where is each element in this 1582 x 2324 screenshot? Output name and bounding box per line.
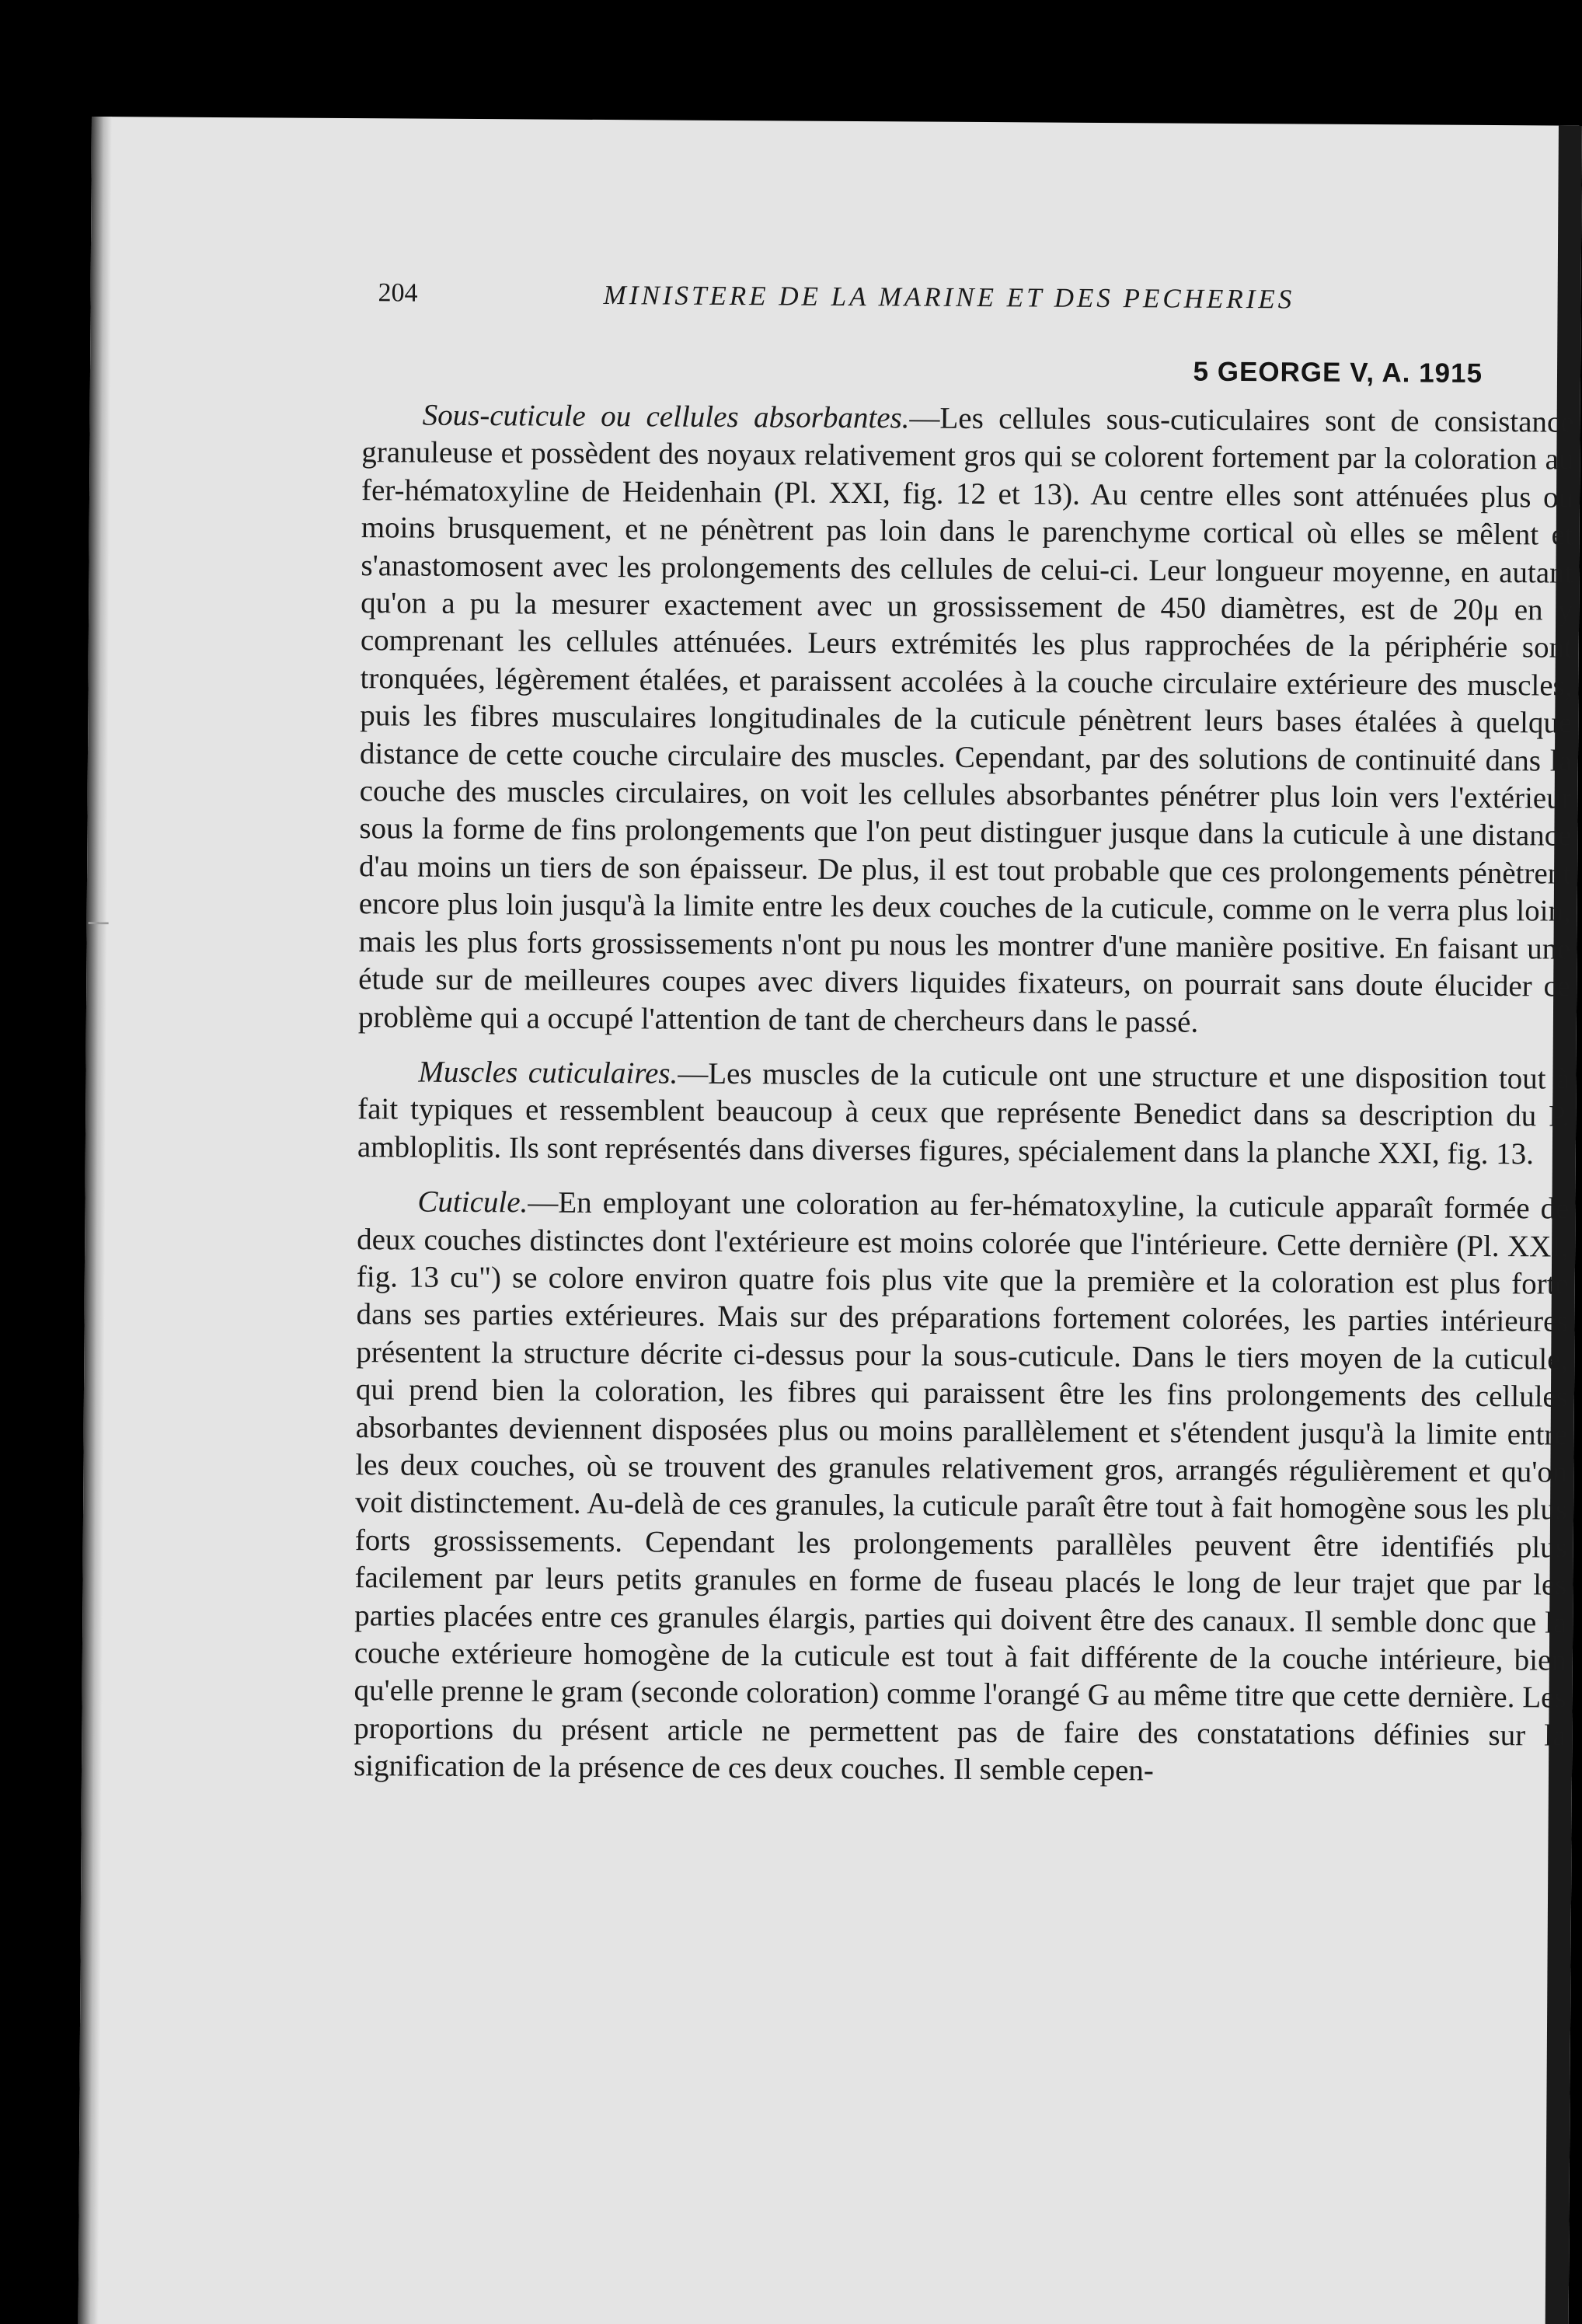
regnal-year-line: 5 GEORGE V, A. 1915 — [1193, 356, 1483, 389]
paragraph-text: —En employant une coloration au fer-hématoxyline, la cuticule apparaît formée de deux couches distinctes dont l'extérieure est moins colorée que l'intérieure. Cette dernière (Pl. XXI, fig. 13 cu") se colore environ quatre fois plus vite que la première et la coloration est plus forte dans ses parties extérieures. Mais sur des préparations fortement colorées, les parties intérieures présentent la structure décrite ci-dessus pour la sous-cuticule. Dans le tiers moyen de la cuticule, qui prend bien la coloration, les fibres qui paraissent être les fins prolongements des cellules absorbantes deviennent disposées plus ou moins parallèlement et s'étendent jusqu'à la limite entre les deux couches, où se trouvent des granules relativement gros, arrangés régulièrement et qu'on voit distinctement. Au-delà de ces granules, la cuticule paraît être tout à fait homogène sous les plus forts grossissements. Cependant les prolongements parallèles peuvent être identifiés plus facilement par leurs petits granules en forme de fuseau placés le long de leur trajet que par les parties placées entre ces granules élargis, parties qui doivent être des canaux. Il semble donc que la couche extérieure homogène de la cuticule est tout à fait différente de la couche intérieure, bien qu'elle prenne le gram (seconde coloration) comme l'orangé G au même titre que cette dernière. Les proportions du présent article ne permettent pas de faire des constatations définies sur la signification de la présence de ces deux couches. Il semble cepen- — [353, 1185, 1570, 1788]
paragraph-heading: Sous-cuticule ou cellules absorbantes. — [422, 398, 910, 435]
running-title: MINISTERE DE LA MARINE ET DES PECHERIES — [603, 280, 1295, 315]
paragraph-text: —Les muscles de la cuticule ont une structure et une disposition tout à fait typiques et ressemblent beaucoup à ceux que représente Benedict dans sa description du P. ambloplitis. Ils sont représentés dans diverses figures, spécialement dans la planche XXI, fig. 13. — [357, 1056, 1570, 1171]
paragraph-sous-cuticule — [358, 396, 1574, 1043]
paragraph-heading: Muscles cuticulaires. — [418, 1055, 678, 1090]
page-header — [378, 278, 1582, 333]
paragraph-muscles-cuticulaires — [357, 1053, 1570, 1174]
body-text — [354, 396, 1574, 1809]
document-page — [78, 117, 1582, 2324]
paragraph-heading: Cuticule. — [417, 1185, 528, 1220]
paragraph-cuticule — [354, 1183, 1570, 1792]
page-binding-edge — [78, 117, 112, 2324]
margin-mark — [89, 922, 109, 924]
page-number: 204 — [378, 278, 418, 308]
paragraph-text: —Les cellules sous-cuticulaires sont de consistance granuleuse et possèdent des noyaux relativement gros qui se colorent fortement par la coloration au fer-hématoxyline de Heidenhain (Pl. XXI, fig. 12 et 13). Au centre elles sont atténuées plus ou moins brusquement, et ne pénètrent pas loin dans le parenchyme cortical où elles se mêlent et s'anastomosent avec les prolongements des cellules de celui-ci. Leur longueur moyenne, en autant qu'on a pu la mesurer exactement avec un grossissement de 450 diamètres, est de 20μ en y comprenant les cellules atténuées. Leurs extrémités les plus rapprochées de la périphérie sont tronquées, légèrement étalées, et paraissent accolées à la couche circulaire extérieure des muscles, puis les fibres musculaires longitudinales de la cuticule pénètrent leurs bases étalées à quelque distance de cette couche circulaire des muscles. Cependant, par des solutions de continuité dans la couche des muscles circulaires, on voit les cellules absorbantes pénétrer plus loin vers l'extérieur sous la forme de fins prolongements que l'on peut distinguer jusque dans la cuticule à une distance d'au moins un tiers de son épaisseur. De plus, il est tout probable que ces prolongements pénètrent encore plus loin jusqu'à la limite entre les deux couches de la cuticule, comme on le verra plus loin, mais les plus forts grossissements n'ont pu nous les montrer d'une manière positive. En faisant une étude sur de meilleures coupes avec divers liquides fixateurs, on pourrait sans doute élucider ce problème qui a occupé l'attention de tant de chercheurs dans le passé. — [357, 401, 1574, 1039]
